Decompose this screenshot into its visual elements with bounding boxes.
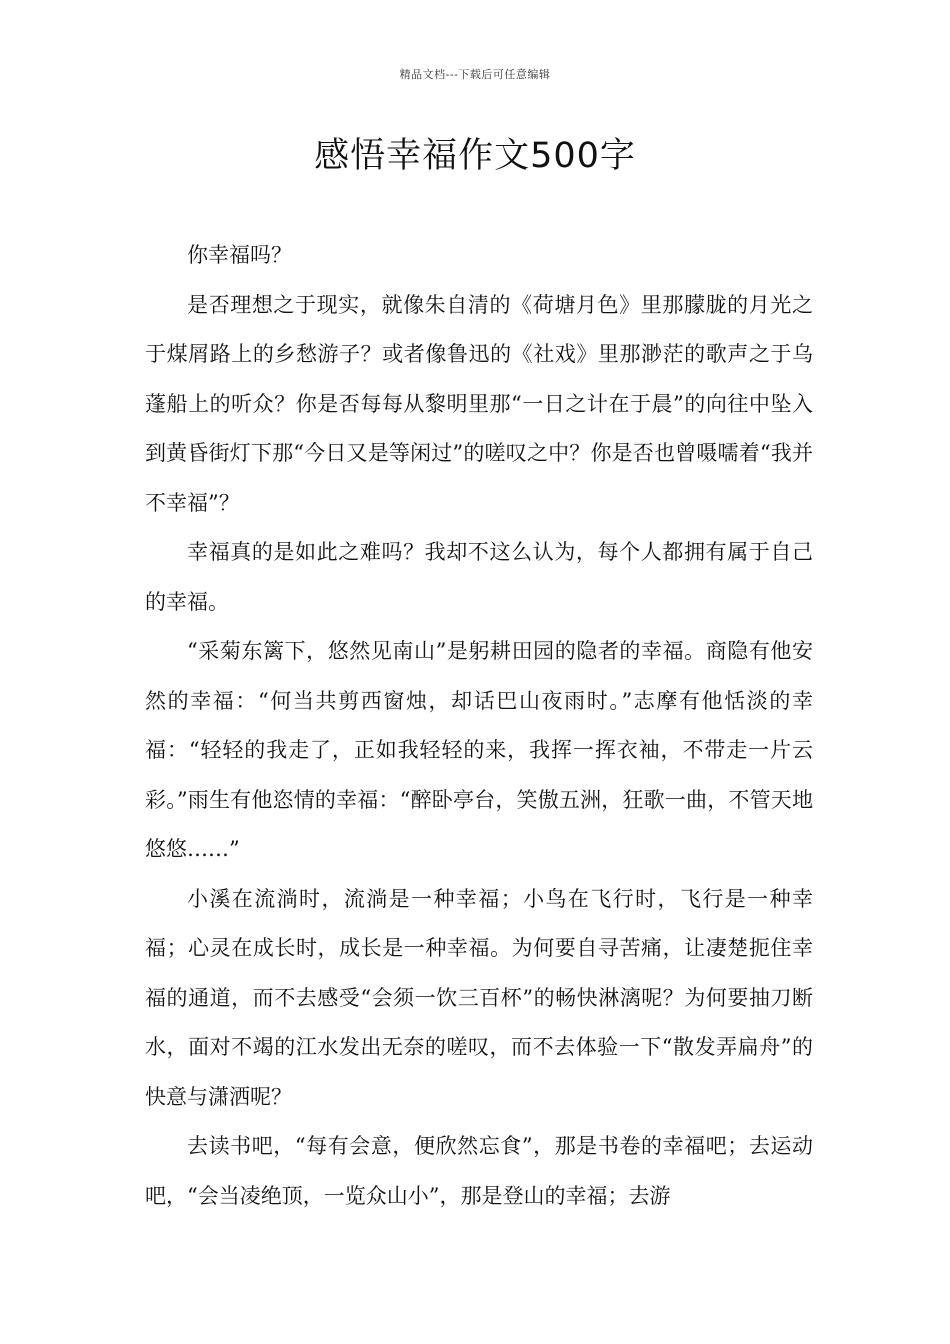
paragraph-5: 小溪在流淌时，流淌是一种幸福；小鸟在飞行时，飞行是一种幸福；心灵在成长时，成长是一种幸福。为何要自寻苦痛，让凄楚扼住幸福的通道，而不去感受“会须一饮三百杯”的畅快淋漓呢？为何要抽刀断水，面对不竭的江水发出无奈的嗟叹，而不去体验一下“散发弄扁舟”的快意与潇洒呢？	[145, 886, 813, 1109]
paragraph-3: 幸福真的是如此之难吗？我却不这么认为，每个人都拥有属于自己的幸福。	[145, 540, 813, 614]
paragraph-6: 去读书吧，“每有会意，便欣然忘食”，那是书卷的幸福吧；去运动吧，“会当凌绝顶，一览众山小”，那是登山的幸福；去游	[145, 1134, 813, 1208]
page-header-note: 精品文档---下载后可任意编辑	[399, 68, 551, 81]
paragraph-1: 你幸福吗？	[187, 243, 292, 267]
document-title: 感悟幸福作文500字	[314, 136, 636, 176]
paragraph-4: “采菊东篱下，悠然见南山”是躬耕田园的隐者的幸福。商隐有他安然的幸福：“何当共剪西窗烛，却话巴山夜雨时。”志摩有他恬淡的幸福：“轻轻的我走了，正如我轻轻的来，我挥一挥衣袖，不带走一片云彩。”雨生有他恣情的幸福：“醉卧亭台，笑傲五洲，狂歌一曲，不管天地悠悠……”	[145, 639, 813, 861]
paragraph-2: 是否理想之于现实，就像朱自清的《荷塘月色》里那朦胧的月光之于煤屑路上的乡愁游子？或者像鲁迅的《社戏》里那渺茫的歌声之于乌蓬船上的听众？你是否每每从黎明里那“一日之计在于晨”的向往中坠入到黄昏街灯下那“今日又是等闲过”的嗟叹之中？你是否也曾嗫嚅着“我并不幸福”？	[145, 292, 813, 515]
essay-body	[145, 231, 813, 1221]
